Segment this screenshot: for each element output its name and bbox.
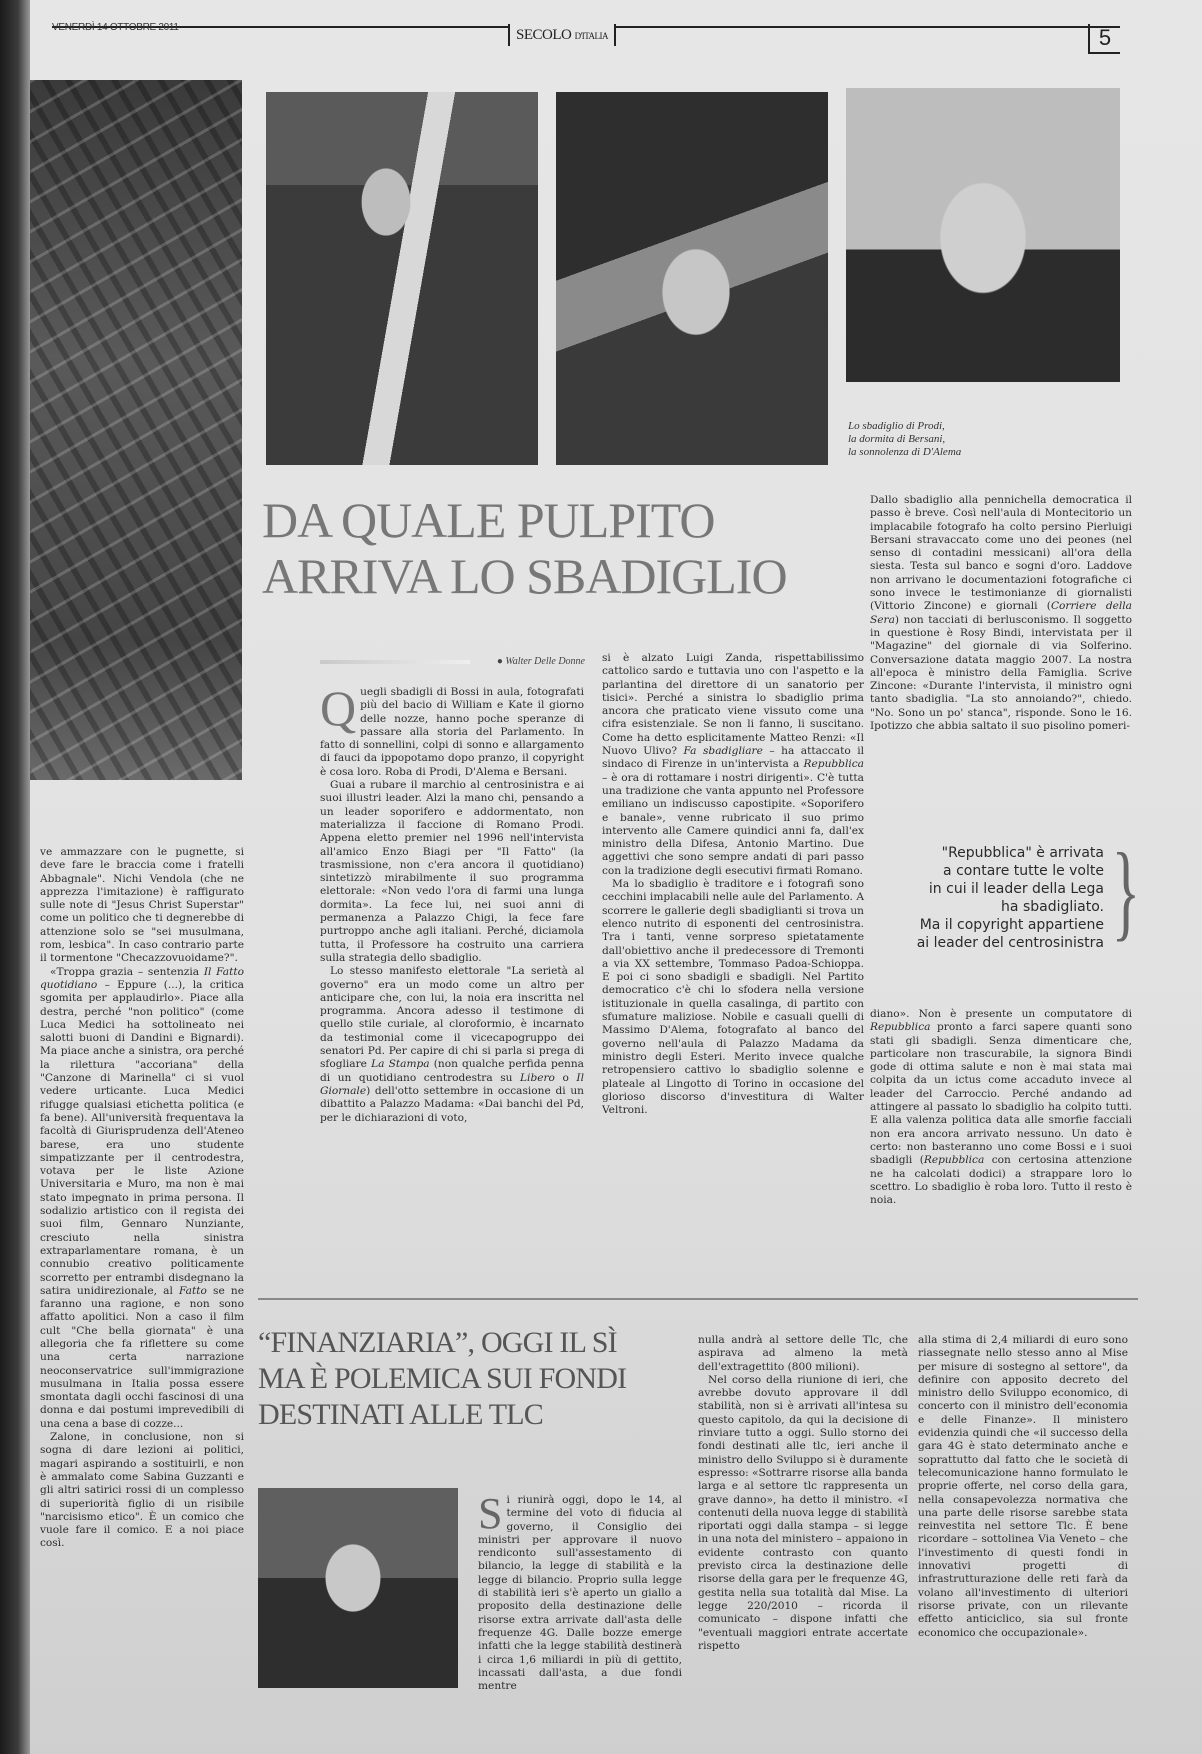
masthead-date: VENERDÌ 14 OTTOBRE 2011 — [52, 22, 179, 33]
section-divider — [258, 1298, 1138, 1300]
headline-line: MA È POLEMICA SUI FONDI — [258, 1362, 627, 1395]
brace-icon: } — [1111, 832, 1141, 951]
headline-line: DESTINATI ALLE TLC — [258, 1398, 544, 1431]
caption-line: la dormita di Bersani, — [848, 433, 946, 445]
paragraph: si è alzato Luigi Zanda, rispettabilissimo cattolico sardo e tuttavia uno con l'aspetto e la parlantina del direttore di un sanatorio per tisici». Perché a sinistra lo sbadiglio prima ancora che praticato viene vissuto come una cifra esistenziale. Se non li fanno, li suscitano. Come ha detto esplicitamente Matteo Renzi: «Il Nuovo Ulivo? Fa sbadigliare – ha attaccato il sindaco di Firenze in un'intervista a Repubblica – è ora di rottamare i nostri dirigenti». C'è tutta una tradizione che vanta appunto nel Professore emiliano un indiscusso capostipite. «Soporifero e banale», venne rubricato il suo primo intervento alle Camere quindici anni fa, dall'ex ministro della Difesa, Antonio Martino. Due aggettivi che sono sempre andati di pari passo con la tradizione degli esecutivi firmati Romano. — [602, 652, 864, 877]
photo-caption — [848, 420, 1048, 459]
dalema-portrait-photo — [846, 88, 1120, 382]
paragraph: Quegli sbadigli di Bossi in aula, fotografati più del bacio di William e Kate il giorno delle nozze, hanno poche speranze di passare alla storia del Parlamento. In fatto di sonnellini, colpi di sonno e allargamento di fauci da ippopotamo dopo pranzo, il copyright è cosa loro. Roba di Prodi, D'Alema e Bersani. — [320, 680, 584, 778]
caption-line: la sonnolenza di D'Alema — [848, 446, 962, 458]
page-number: 5 — [1088, 24, 1120, 54]
second-article-column-3 — [918, 1334, 1128, 1640]
headline-line: DA QUALE PULPITO — [262, 492, 715, 548]
second-article-column-2 — [698, 1334, 908, 1653]
headline-line: ARRIVA LO SBADIGLIO — [262, 548, 787, 604]
paper-name: SECOLO — [516, 27, 572, 43]
paragraph: Guai a rubare il marchio al centrosinistra e ai suoi illustri leader. Alzi la mano chi, pensando a un leader soporifero e addormentato, non materializza il faccione di Romano Prodi. Appena eletto premier nel 1996 nell'intervista all'amico Enzo Biagi per "Il Fatto" (la trasmissione, non c'era ancora il quotidiano) sintetizzò mirabilmente il suo programma elettorale: «Non vedo l'ora di farmi una lunga dormita». La fece lui, nei suoi anni di permanenza a Palazzo Chigi, la fece fare purtroppo anche agli italiani. Perché, diciamola tutta, il Professore ha costruito una carriera sulla strategia dello sbadiglio. — [320, 779, 584, 964]
pull-quote-line: a contare tutte le volte — [943, 863, 1104, 879]
masthead-title — [508, 24, 616, 46]
pull-quote-line: ha sbadigliato. — [1001, 899, 1104, 915]
book-spine-shadow — [0, 0, 30, 1754]
byline: ● Walter Delle Donne — [496, 656, 585, 667]
main-headline — [262, 492, 787, 604]
pull-quote-line: "Repubblica" è arrivata — [941, 845, 1104, 861]
second-article-column-1 — [478, 1489, 682, 1693]
main-article-column-2 — [602, 652, 864, 1117]
second-headline — [258, 1325, 626, 1433]
caption-line: Lo sbadiglio di Prodi, — [848, 420, 945, 432]
prodi-yawning-photo — [266, 92, 538, 465]
main-article-column-3-top — [870, 494, 1132, 733]
minister-portrait-photo — [258, 1488, 458, 1688]
paragraph: Zalone, in conclusione, non si sogna di dare lezioni ai politici, magari aspirando a sostituirli, e non è ammalato come Sabina Guzzanti e gli altri satirici rossi di un complesso di superiorità figlio di un risibile "narcisismo etico". È un comico che vuole fare il comico. E a noi piace così. — [40, 1431, 244, 1550]
drop-cap: S — [478, 1489, 503, 1538]
main-article-column-3-bottom — [870, 1008, 1132, 1207]
pull-quote-line: ai leader del centrosinistra — [916, 935, 1104, 951]
paragraph: «Troppa grazia – sentenzia Il Fatto quotidiano – Eppure (...), la critica sgomita per applaudirlo». Piace alla destra, perché "non politico" (come Luca Medici ha sottolineato nei salotti buoni di Dandini e Bignardi). Ma piace anche a sinistra, ora perché la rilettura "accoriana" della "Canzone di Marinella" ci si vuol vedere urticante. Luca Medici rifugge qualsiasi etichetta politica (e fa bene). All'università frequentava la facoltà di Giurisprudenza dell'Ateneo barese, era uno studente simpatizzante per il centrodestra, votava per le liste Azione Universitaria e Muro, ma non è mai stato impegnato in prima persona. Il sodalizio artistico con il regista dei suoi film, Gennaro Nunziante, cresciuto nella sinistra extraparlamentare romana, è un connubio creativo politicamente scorretto per entrambi disdegnano la satira unidirezionale, al Fatto se ne faranno una ragione, e non sono affatto apolitici. Non a caso il film cult "Che bella giornata" è una allegoria che fa riflettere su come una certa narrazione neoconservatrice sull'immigrazione musulmana in Italia possa essere smontata dagli occhi fascinosi di una donna e dai postumi imprevedibili di una cena a base di cozze... — [40, 965, 245, 1430]
pull-quote-line: Ma il copyright appartiene — [919, 917, 1104, 933]
paper-suffix: D'ITALIA — [574, 31, 608, 41]
paragraph: nulla andrà al settore delle Tlc, che aspirava ad almeno la metà dell'extragettito (800 milioni). — [698, 1334, 908, 1373]
drop-cap: Q — [320, 680, 357, 736]
left-article-column — [40, 846, 244, 1551]
pull-quote-line: in cui il leader della Lega — [928, 881, 1104, 897]
paragraph: alla stima di 2,4 miliardi di euro sono riassegnate nello stesso anno al Mise per misure di sostegno al settore", da definire con apposito decreto del ministro dello Sviluppo economico, di concerto con il ministro dell'economia e delle Finanze». Il ministero evidenzia quindi che «il successo della gara 4G è stato determinato anche e soprattutto dal fatto che le società di telecomunicazione hanno formulato le proprie offerte, nel corso della gara, nella consapevolezza normativa che una parte delle risorse sarebbe stata reinvestita nel settore Tlc. È bene ricordare – sottolinea Via Veneto – che l'investimento di questi fondi in innovativi progetti di infrastrutturazione delle reti farà da volano all'investimento di ulteriori risorse private, con un rilevante effetto anticiclico, sia sul fronte economico che occupazionale». — [918, 1334, 1128, 1639]
paragraph: Ma lo sbadiglio è traditore e i fotografi sono cecchini implacabili nelle aule del Parlamento. A scorrere le gallerie degli sbadiglianti si trova un elenco nutrito di esponenti del centrosinistra. Tra i tanti, venne sorpreso spietatamente dall'obiettivo anche il predecessore di Tremonti a via XX settembre, Tommaso Padoa-Schioppa. E poi ci sono sbadigli e sbadigli. Nel Partito democratico c'è chi lo sfodera nella versione istituzionale in quella casalinga, di partito con sfumature maliziose. Nobile e casuali quelli di Massimo D'Alema, fotografato al banco del governo nell'aula di Palazzo Madama da ministro degli Esteri. Merito invece qualche retropensiero cattivo lo sbadiglio solenne e plateale al Lingotto di Torino in occasione del glorioso discorso d'investitura di Walter Veltroni. — [602, 878, 864, 1117]
author-name: Walter Delle Donne — [505, 656, 585, 667]
paragraph: Si riunirà oggi, dopo le 14, al termine del voto di fiducia al governo, il Consiglio dei ministri per approvare il nuovo rendiconto sull'assestamento di bilancio, la legge di stabilità e la legge di bilancio. Proprio sulla legge di stabilità ieri s'è aperto un giallo a proposito della destinazione delle risorse extra arrivate dall'asta delle frequenze 4G. Dalle bozze emerge infatti che la legge stabilità destinerà i circa 1,6 miliardi in più di gettito, incassati dall'asta, a due fondi mentre — [478, 1489, 682, 1693]
paragraph: Nel corso della riunione di ieri, che avrebbe dovuto approvare il ddl stabilità, non si è arrivati all'intesa su questo capitolo, da qui la decisione di rinviare tutto a oggi. Sullo storno dei fondi destinati alle tlc, ieri anche il ministro dello Sviluppo si è duramente espresso: «Sottrarre risorse alla banda larga e al settore tlc rappresenta un grave danno», ha detto il ministro. «I contenuti della nuova legge di stabilità riportati oggi dalla stampa – si legge in una nota del ministero – appaiono in evidente contrasto con quanto previsto circa la destinazione delle risorse della gara per le frequenze 4G, gestita nella sua totalità dal Mise. La legge 220/2010 – ricorda il comunicato – dispone infatti che "eventuali maggiori entrate accertate rispetto — [698, 1373, 908, 1652]
paragraph: diano». Non è presente un computatore di Repubblica pronto a farci sapere quanti sono stati gli sbadigli. Senza dimenticare che, particolare non trascurabile, la signora Bindi gode di ottima salute e non è mai stata mai colpita da un ictus come accaduto invece al leader del Carroccio. Perché andando ad attingere al passato lo sbadiglio ha colpito tutti. E alla valenza politica data alle smorfie facciali non era ancora arrivato nessuno. Un dato è certo: non basteranno uno come Bossi e i suoi sbadigli (Repubblica con certosina attenzione ne ha calcolati dodici) a strappare loro lo scettro. Lo sbadiglio è roba loro. Tutto il resto è noia. — [870, 1008, 1132, 1207]
parliament-chamber-photo — [30, 80, 242, 780]
main-article-column-1 — [320, 680, 584, 1125]
headline-line: “FINANZIARIA”, OGGI IL SÌ — [258, 1326, 617, 1359]
paragraph: ve ammazzare con le pugnette, si deve fare le braccia come i fratelli Abbagnale". Nichi Vendola (che ne apprezza l'imitazione) è raffigurato sulle note di "Jesus Christ Superstar" come un politico che ti degnerebbe di attenzione solo se "sei musulmana, rom, lesbica". In caso contrario parte il tormentone "Checazzovuoidame?". — [40, 846, 244, 965]
paragraph: Dallo sbadiglio alla pennichella democratica il passo è breve. Così nell'aula di Montecitorio un implacabile fotografo ha colto persino Pierluigi Bersani stravaccato come uno dei peones (nel senso di contadini messicani) all'ora della siesta. Testa sul banco e sogni d'oro. Laddove non arrivano le documentazioni fotografiche ci sono invece le testimonianze di giornalisti (Vittorio Zincone) e giornali (Corriere della Sera) non tacciati di berlusconismo. Il soggetto in questione è Rosy Bindi, intervistata per il "Magazine" del giornale di via Solferino. Conversazione datata maggio 2007. La nostra all'epoca è ministro della Famiglia. Scrive Zincone: «Durante l'intervista, il ministro ogni tanto sbadiglia. "La sto annoiando?", chiedo. "No. Sono un po' stanca", risponde. Sono le 16. Ipotizzo che abbia saltato il suo pisolino pomeri- — [870, 494, 1132, 733]
pull-quote — [868, 844, 1130, 952]
paragraph: Lo stesso manifesto elettorale "La serietà al governo" era un modo come un altro per anticipare che, con lui, la noia era inscritta nel programma. Ancora adesso il testimone di quello stile curiale, al cloroformio, è incarnato da testimonial come il vicecapogruppo dei senatori Pd. Per capire di chi si parla si prega di sfogliare La Stampa (non qualche perfida penna di un quotidiano centrodestra su Libero o Il Giornale) dell'otto settembre in occasione di un dibattito a Palazzo Madama: «Dai banchi del Pd, per le dichiarazioni di voto, — [320, 965, 584, 1124]
bersani-sleeping-photo — [556, 92, 828, 465]
